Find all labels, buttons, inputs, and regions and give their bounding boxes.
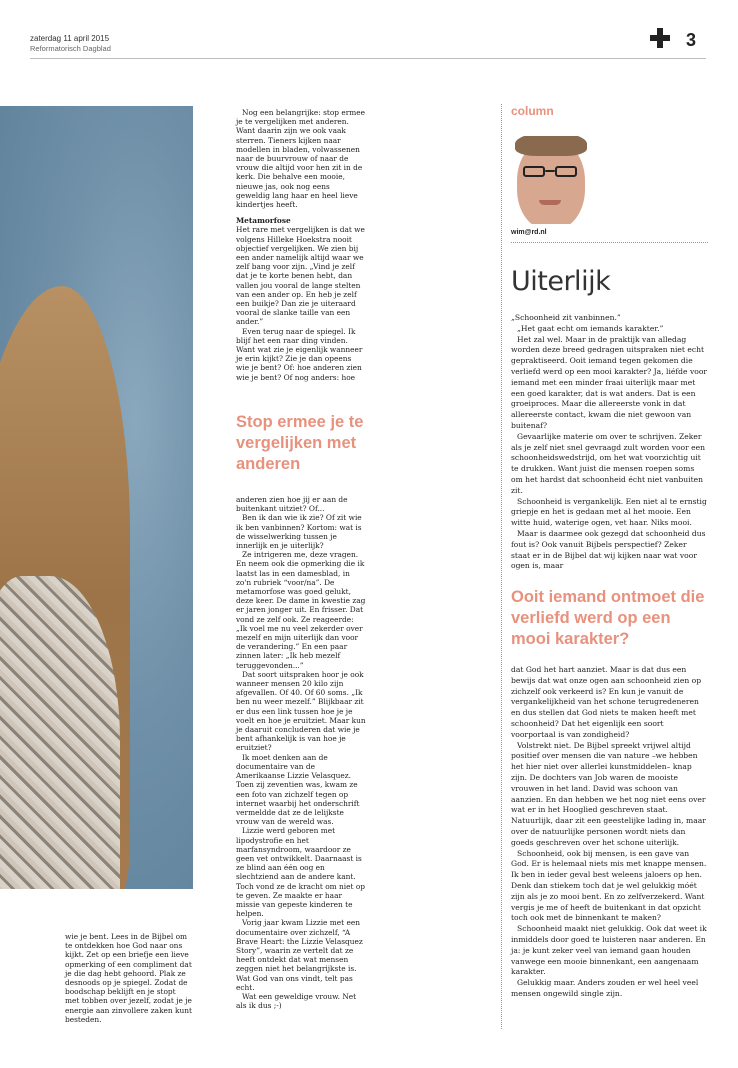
paragraph: Wat een geweldige vrouw. Net als ik dus ;-) xyxy=(236,991,357,1011)
newspaper-name: Reformatorisch Dagblad xyxy=(30,44,111,53)
pull-quote: Stop ermee je te vergelijken met anderen xyxy=(236,413,364,473)
paragraph: Lizzie werd geboren met lipodystrofie en het marfansyndroom, waardoor ze geen vet ontwikkelt. Daarnaast is ze blind aan één oog en slechtziend aan de andere kant. Toch vond ze de kracht om niet op te geven. Ze maakte er haar missie van gepeste kinderen te helpen. xyxy=(236,826,366,919)
paragraph: „Schoonheid zit vanbinnen.” xyxy=(511,313,621,322)
paragraph: Gelukkig maar. Anders zouden er wel heel veel mensen ongewild single zijn. xyxy=(511,978,699,998)
paragraph: Schoonheid maakt niet gelukkig. Ook dat weet ik inmiddels door goed te luisteren naar anderen. En ja: je kunt zeker veel van iemand gaan houden vanwege een mooie binnenkant, een aangenaam karakter. xyxy=(511,924,707,977)
page-number: 3 xyxy=(686,30,697,50)
paragraph: wie je bent. Lees in de Bijbel om te ontdekken hoe God naar ons kijkt. Zet op een briefje een lieve opmerking of een compliment dat je die dag hebt gehoord. Plak ze desnoods op je spiegel. Zodat de boodschap beklijft en je stopt met tobben over jezelf, zodat je je energie aan zinvollere zaken kunt besteden. xyxy=(65,932,193,1024)
paragraph: Nog een belangrijke: stop ermee je te vergelijken met anderen. Want daarin zijn we ook vaak sterren. Tieners kijken naar modellen in bladen, volwassenen naar de buurvrouw of naar de vrouw die altijd voor hen zit in de kerk. Die behalve een mooie, nieuwe jas, ook nog eens geweldig lang haar en heel lieve kindertjes heeft. xyxy=(236,108,366,210)
article-text-col-a xyxy=(65,932,192,1024)
paragraph: Maar is daarmee ook gezegd dat schoonheid dus fout is? Ook vanuit Bijbels perspectief? Zeker staat er in de Bijbel dat wij kijken naar wat voor ogen is, maar xyxy=(511,528,706,571)
column-text-lower xyxy=(511,665,708,1000)
plus-logo-icon xyxy=(650,28,670,48)
paragraph: „Het gaat echt om iemands karakter.” xyxy=(517,323,664,333)
header-divider xyxy=(30,58,706,59)
paragraph: Ik moet denken aan de documentaire van de Amerikaanse Lizzie Velasquez. Toen zij zeventien was, kwam ze een foto van zichzelf tegen op internet waarbij het onderschrift vermeldde dat ze de lelijkste vrouw van de wereld was. xyxy=(236,752,360,827)
subheading: Metamorfose xyxy=(236,216,291,226)
paragraph: Schoonheid, ook bij mensen, is een gave van God. Er is helemaal niets mis met knappe mensen. Ik ben in ieder geval best weleens jaloers op hen. Denk dan stiekem toch dat je wel gelukkig móét zijn als je zo mooi bent. En zo zelfverzekerd. Want vergis je me of heeft de buitenkant in dat opzicht toch ook met de binnenkant te maken? xyxy=(511,848,707,923)
paragraph: Gevaarlijke materie om over te schrijven. Zeker als je zelf niet snel gevraagd zult worden voor een schoonheidswedstrijd, om het wat voorzichtig uit te drukken. Want juist die mensen roepen soms om het hardst dat schoonheid écht niet vanbuiten zit. xyxy=(511,431,706,495)
paragraph: Volstrekt niet. De Bijbel spreekt vrijwel altijd positief over mensen die van nature –we hebben het hier niet over allerlei kunstmiddelen– knap zijn. De dochters van Job waren de mooiste vrouwen in het land. David was schoon van aanzien. En dan hebben we het nog niet eens over wat er in het Hooglied geschreven staat. Natuurlijk, daar zit een geestelijke lading in, maar over de natuurlijke personen wordt niets dan goeds geschreven over het schone uiterlijk. xyxy=(511,740,706,847)
paragraph: Vorig jaar kwam Lizzie met een documentaire over zichzelf, “A Brave Heart: the Lizzie Velasquez Story”, waarin ze vertelt dat ze heeft ontdekt dat wat mensen zeggen niet het belangrijkste is. Wat God van ons vindt, telt pas echt. xyxy=(236,918,363,992)
author-glasses xyxy=(521,166,581,178)
paragraph: anderen zien hoe jij er aan de buitenkant uitziet? Of... xyxy=(236,495,348,514)
column-text-upper xyxy=(511,313,708,572)
paragraph: dat God het hart aanziet. Maar is dat dus een bewijs dat wat onze ogen aan schoonheid zien op zichzelf ook verkeerd is? En kun je vanuit de vergankelijkheid van het schone terugredeneren en dus stellen dat God niets te maken heeft met schoonheid? Dat het eigenlijk een soort voorportaal is van zondigheid? xyxy=(511,665,702,739)
author-mouth xyxy=(539,200,561,205)
column-title: Uiterlijk xyxy=(511,266,611,297)
column-pull-quote: Ooit iemand ontmoet die verliefd werd op een mooi karakter? xyxy=(511,588,705,648)
paragraph: Even terug naar de spiegel. Ik blijf het een raar ding vinden. Want wat zie je eigenlijk wanneer je erin kijkt? Zie je dan opeens wie je bent? Of: hoe anderen zien wie je bent? Of nog anders: hoe xyxy=(236,326,363,382)
paragraph: Ben ik dan wie ik zie? Of zit wie ik ben vanbinnen? Kortom: wat is de wisselwerking tussen je innerlijk en je uiterlijk? xyxy=(236,513,362,551)
author-email: wim@rd.nl xyxy=(511,229,547,236)
issue-date: zaterdag 11 april 2015 xyxy=(30,34,110,43)
paragraph: Het zal wel. Maar in de praktijk van alledag worden deze breed gedragen uitspraken niet echt gepraktiseerd. Ooit iemand tegen gekomen die verliefd werd op een mooi karakter? Ja, liéfde voor iemand met een minder fraai uiterlijk maar met een goed karakter, dat is wat anders. Dat is een groeiproces. Maar die allereerste vonk in dat allereerste contact, kwam die niet gewoon van buitenaf? xyxy=(511,334,708,430)
paragraph: Ze intrigeren me, deze vragen. En neem ook die opmerking die ik laatst las in een damesblad, in zo'n rubriek “voor/na”. De metamorfose was goed gelukt, deze keer. De dame in kwestie zag er jaren jonger uit. En frisser. Dat vond ze zelf ook. Ze reageerde: „Ik voel me nu veel zekerder over mezelf en mijn uiterlijk dan voor de verandering.” En een paar zinnen later: „Ik heb mezelf teruggevonden...” xyxy=(236,550,366,670)
article-text-col-b-upper xyxy=(236,108,366,382)
column-label: column xyxy=(511,104,554,118)
article-text-col-b-lower xyxy=(236,495,366,1010)
author-hair xyxy=(515,136,587,156)
paragraph: Dat soort uitspraken hoor je ook wanneer mensen 20 kilo zijn afgevallen. Of 40. Of 60 soms. „Ik ben nu weer mezelf.” Blijkbaar zit er dus een link tussen hoe je je voelt en hoe je eruitziet. Maar kun je daaruit concluderen dat wie je bent afhankelijk is van hoe je eruitziet? xyxy=(236,669,366,753)
article-photo xyxy=(0,106,193,889)
column-rule xyxy=(511,242,708,243)
column-divider xyxy=(501,104,502,1029)
paragraph: Schoonheid is vergankelijk. Een niet al te ernstig griepje en het is gedaan met al het mooie. Een witte huid, waterige ogen, vet haar. Niks mooi. xyxy=(511,496,707,528)
paragraph: Het rare met vergelijken is dat we volgens Hilleke Hoekstra nooit objectief vergelijken. We zien bij een ander namelijk altijd waar we zelf bang voor zijn. „Vind je zelf dat je te korte benen hebt, dan vallen jou vooral de lange stelten van een ander op. En heb je zelf een buikje? Dan zie je uiteraard vooral de slanke taille van een ander.” xyxy=(236,225,365,327)
author-photo xyxy=(511,136,589,224)
